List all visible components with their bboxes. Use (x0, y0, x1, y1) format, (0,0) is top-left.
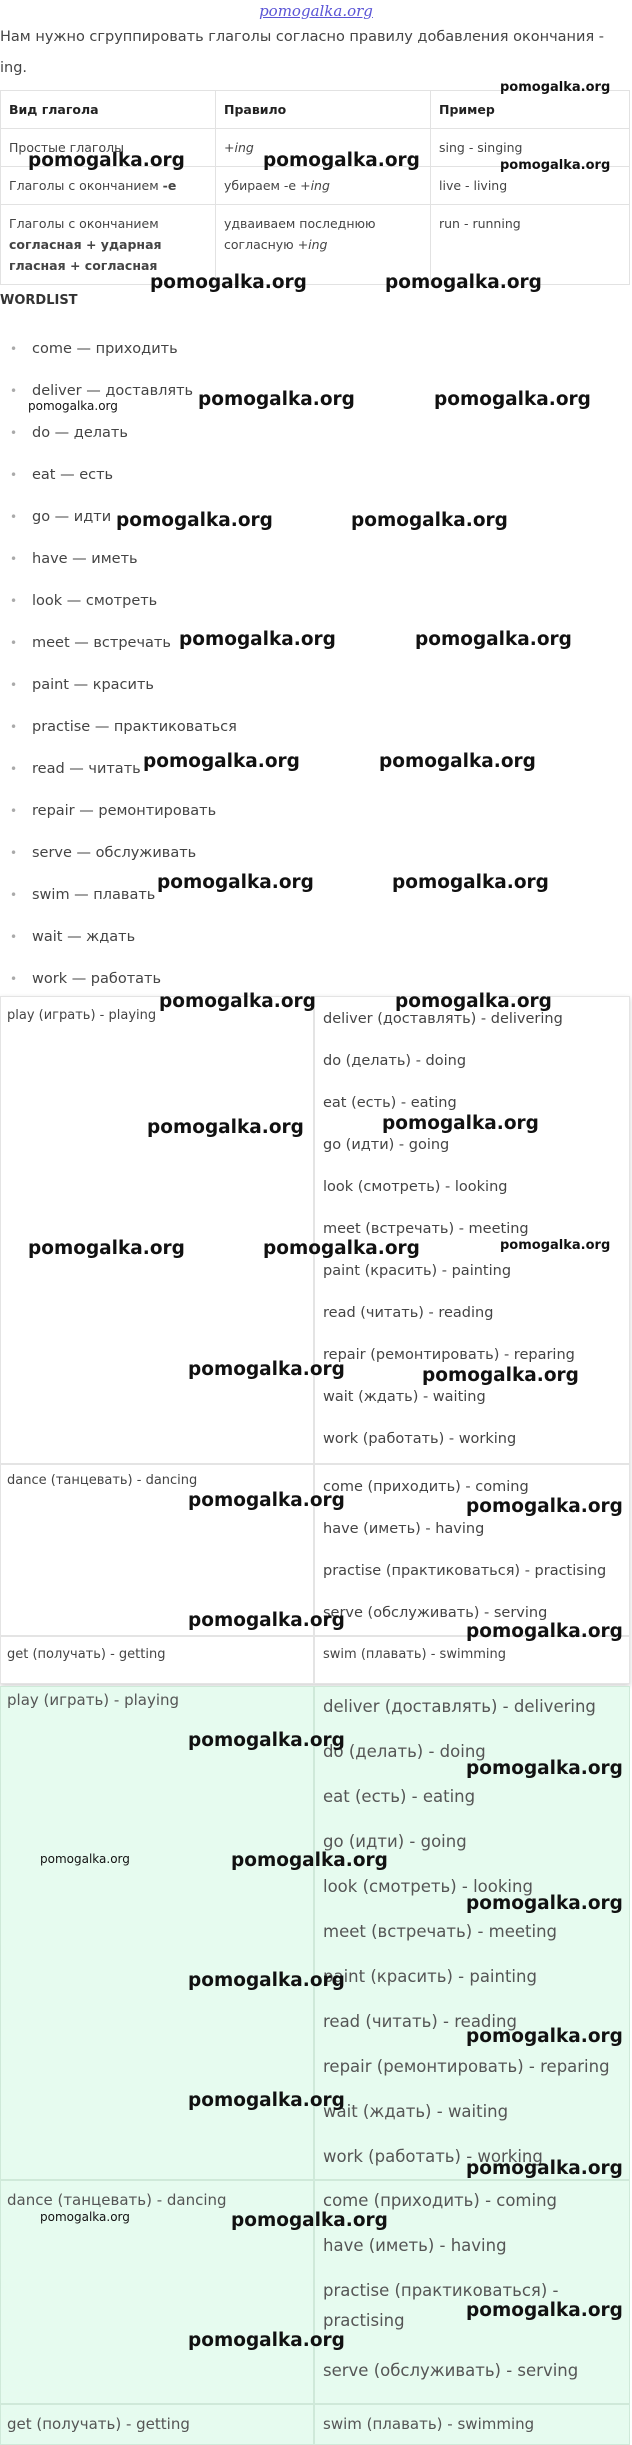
table-row (0, 2404, 630, 2445)
site-logo[interactable]: pomogalka.org (259, 2, 373, 20)
verb-entry: come (приходить) - coming (323, 1479, 529, 1495)
list-item: • read — читать (10, 760, 237, 802)
watermark: pomogalka.org (466, 1893, 623, 1914)
verb-entry: play (играть) - playing (7, 1008, 157, 1023)
table-row (0, 996, 630, 1464)
verb-entry: repair (ремонтировать) - reparing (323, 2057, 610, 2076)
rule-text: удваиваем последнюю согласную (224, 216, 376, 252)
answer-table (0, 996, 630, 1684)
group-cell-right (314, 996, 630, 1464)
verb-entry: read (читать) - reading (323, 2012, 517, 2031)
watermark: pomogalka.org (159, 991, 316, 1012)
watermark: pomogalka.org (188, 2330, 345, 2351)
verb-entry: have (иметь) - having (323, 1521, 485, 1537)
header-example: Пример (431, 91, 630, 129)
verb-type-cell: Простые глаголы (1, 129, 216, 167)
watermark: pomogalka.org (422, 1365, 579, 1386)
watermark: pomogalka.org (198, 389, 355, 410)
watermark: pomogalka.org (40, 2210, 130, 2224)
verb-entry: look (смотреть) - looking (323, 1877, 533, 1896)
list-item: • work — работать (10, 970, 237, 1012)
group-cell-left (0, 996, 314, 1464)
verb-entry: repair (ремонтировать) - reparing (323, 1347, 575, 1363)
verb-entry: paint (красить) - painting (323, 1263, 512, 1279)
group-cell-left (0, 1636, 314, 1684)
watermark: pomogalka.org (466, 1621, 623, 1642)
verb-type-cell (1, 167, 216, 205)
watermark: pomogalka.org (188, 1730, 345, 1751)
verb-entry: practise (практиковаться) - practising (323, 1563, 607, 1579)
verb-entry: work (работать) - working (323, 2147, 543, 2166)
watermark: pomogalka.org (466, 2026, 623, 2047)
verb-entry: paint (красить) - painting (323, 1967, 537, 1986)
watermark: pomogalka.org (500, 158, 611, 173)
watermark: pomogalka.org (28, 1238, 185, 1259)
example-cell: live - living (431, 167, 630, 205)
rule-cell (216, 167, 431, 205)
watermark: pomogalka.org (28, 150, 185, 171)
wordlist-title: WORDLIST (0, 293, 78, 308)
watermark: pomogalka.org (179, 629, 336, 650)
rule-ing: +ing (297, 237, 328, 252)
verb-entry: deliver (доставлять) - delivering (323, 1011, 563, 1027)
verb-entry: swim (плавать) - swimming (323, 2415, 535, 2433)
group-cell-right (314, 2404, 630, 2445)
watermark: pomogalka.org (434, 389, 591, 410)
table-row (0, 1636, 630, 1684)
list-item: • meet — встречать (10, 634, 237, 676)
verb-entry: serve (обслуживать) - serving (323, 1605, 548, 1621)
example-cell: sing - singing (431, 129, 630, 167)
watermark: pomogalka.org (157, 872, 314, 893)
watermark: pomogalka.org (500, 80, 611, 95)
watermark: pomogalka.org (385, 272, 542, 293)
watermark: pomogalka.org (231, 1850, 388, 1871)
verb-entry: get (получать) - getting (7, 2415, 190, 2433)
list-item: • go — идти (10, 508, 237, 550)
verb-entry: eat (есть) - eating (323, 1787, 476, 1806)
table-header-row (1, 91, 630, 129)
verb-entry: have (иметь) - having (323, 2236, 507, 2255)
watermark: pomogalka.org (150, 272, 307, 293)
list-item: • look — смотреть (10, 592, 237, 634)
watermark: pomogalka.org (147, 1117, 304, 1138)
verb-entry: dance (танцевать) - dancing (7, 1473, 198, 1488)
verb-entry: eat (есть) - eating (323, 1095, 457, 1111)
list-item: • eat — есть (10, 466, 237, 508)
watermark: pomogalka.org (263, 150, 420, 171)
watermark: pomogalka.org (28, 399, 118, 413)
watermark: pomogalka.org (188, 1359, 345, 1380)
verb-type-ending: -e (162, 178, 177, 193)
verb-type-text: Глаголы с окончанием (9, 216, 159, 231)
verb-entry: meet (встречать) - meeting (323, 1922, 557, 1941)
watermark: pomogalka.org (466, 1496, 623, 1517)
list-item: • deliver — доставлять (10, 382, 237, 424)
verb-entry: play (играть) - playing (7, 1691, 180, 1709)
list-item: • practise — практиковаться (10, 718, 237, 760)
watermark: pomogalka.org (188, 2090, 345, 2111)
watermark: pomogalka.org (231, 2210, 388, 2231)
rule-text: убираем -e (224, 178, 301, 193)
verb-entry: go (идти) - going (323, 1832, 467, 1851)
header-rule: Правило (216, 91, 431, 129)
verb-entry: wait (ждать) - waiting (323, 1389, 486, 1405)
verb-entry: deliver (доставлять) - delivering (323, 1697, 596, 1716)
rule-ing: +ing (224, 140, 254, 155)
list-item: • serve — обслуживать (10, 844, 237, 886)
verb-entry: do (делать) - doing (323, 1742, 486, 1761)
rule-ing: +ing (300, 178, 330, 193)
verb-entry: practise (практиковаться) - (323, 2281, 559, 2300)
list-item: • paint — красить (10, 676, 237, 718)
watermark: pomogalka.org (116, 510, 273, 531)
example-cell: run - running (431, 205, 630, 285)
list-item: • swim — плавать (10, 886, 237, 928)
verb-entry: practising (323, 2311, 405, 2330)
verb-entry: meet (встречать) - meeting (323, 1221, 529, 1237)
verb-entry: do (делать) - doing (323, 1053, 467, 1069)
rules-table (0, 90, 630, 285)
verb-entry: look (смотреть) - looking (323, 1179, 508, 1195)
watermark: pomogalka.org (379, 751, 536, 772)
intro-text: Нам нужно сгруппировать глаголы согласно правилу добавления окончания -ing. (0, 29, 605, 76)
verb-entry: work (работать) - working (323, 1431, 517, 1447)
verb-type-ending: согласная + ударная гласная + согласная (9, 237, 162, 273)
watermark: pomogalka.org (40, 1852, 130, 1866)
watermark: pomogalka.org (143, 751, 300, 772)
wordlist (10, 340, 237, 1012)
watermark: pomogalka.org (188, 1610, 345, 1631)
verb-entry: read (читать) - reading (323, 1305, 494, 1321)
watermark: pomogalka.org (263, 1238, 420, 1259)
verb-type-text: Глаголы с окончанием (9, 178, 163, 193)
watermark: pomogalka.org (466, 1758, 623, 1779)
watermark: pomogalka.org (188, 1490, 345, 1511)
verb-entry: go (идти) - going (323, 1137, 450, 1153)
watermark: pomogalka.org (351, 510, 508, 531)
verb-entry: wait (ждать) - waiting (323, 2102, 509, 2121)
verb-entry: swim (плавать) - swimming (323, 1647, 506, 1662)
header-verb-type: Вид глагола (1, 91, 216, 129)
watermark: pomogalka.org (466, 2158, 623, 2179)
watermark: pomogalka.org (466, 2300, 623, 2321)
list-item: • come — приходить (10, 340, 237, 382)
watermark: pomogalka.org (395, 991, 552, 1012)
verb-entry: get (получать) - getting (7, 1647, 166, 1662)
watermark: pomogalka.org (188, 1970, 345, 1991)
group-cell-right (314, 1636, 630, 1684)
group-cell-left (0, 2404, 314, 2445)
list-item: • have — иметь (10, 550, 237, 592)
verb-entry: come (приходить) - coming (323, 2191, 558, 2210)
list-item: • repair — ремонтировать (10, 802, 237, 844)
watermark: pomogalka.org (500, 1238, 611, 1253)
list-item: • do — делать (10, 424, 237, 466)
watermark: pomogalka.org (382, 1113, 539, 1134)
watermark: pomogalka.org (415, 629, 572, 650)
verb-entry: serve (обслуживать) - serving (323, 2361, 579, 2380)
watermark: pomogalka.org (392, 872, 549, 893)
list-item: • wait — ждать (10, 928, 237, 970)
group-cell-right (314, 1464, 630, 1636)
verb-entry: dance (танцевать) - dancing (7, 2191, 227, 2209)
